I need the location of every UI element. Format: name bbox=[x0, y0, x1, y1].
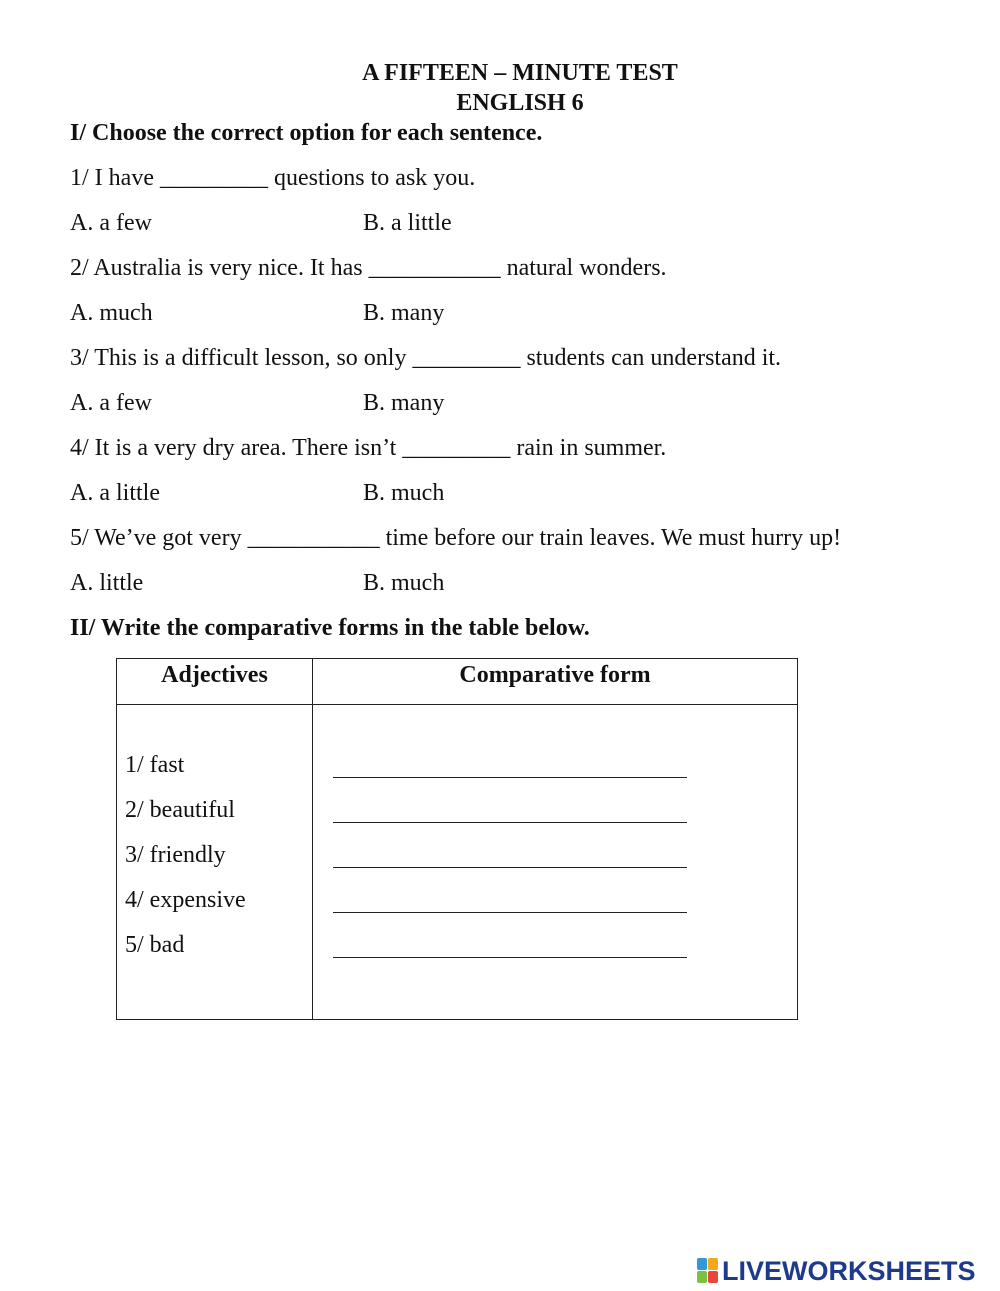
adjective-2: 2/ beautiful bbox=[125, 797, 235, 823]
question-4-option-a[interactable]: A. a little bbox=[70, 480, 160, 506]
comparative-table bbox=[116, 658, 798, 1020]
liveworksheets-logo bbox=[697, 1256, 976, 1286]
table-header-comparative: Comparative form bbox=[459, 662, 651, 688]
section2-heading: II/ Write the comparative forms in the table below. bbox=[70, 615, 590, 641]
answer-blank-5[interactable] bbox=[333, 956, 687, 958]
question-1: 1/ I have _________ questions to ask you. bbox=[70, 165, 476, 191]
section1-heading: I/ Choose the correct option for each sentence. bbox=[70, 120, 543, 146]
test-title: A FIFTEEN – MINUTE TEST bbox=[362, 60, 678, 86]
question-5: 5/ We’ve got very ___________ time before our train leaves. We must hurry up! bbox=[70, 525, 842, 551]
test-subtitle: ENGLISH 6 bbox=[456, 90, 584, 116]
answer-blank-1[interactable] bbox=[333, 776, 687, 778]
logo-text: LIVEWORKSHEETS bbox=[722, 1255, 976, 1286]
question-5-option-b[interactable]: B. much bbox=[363, 570, 445, 596]
question-4: 4/ It is a very dry area. There isn’t _________ rain in summer. bbox=[70, 435, 667, 461]
answer-blank-2[interactable] bbox=[333, 821, 687, 823]
table-header-divider bbox=[117, 704, 797, 705]
table-header-adjectives: Adjectives bbox=[161, 662, 268, 688]
adjective-3: 3/ friendly bbox=[125, 842, 226, 868]
question-2-option-b[interactable]: B. many bbox=[363, 300, 445, 326]
adjective-5: 5/ bad bbox=[125, 932, 185, 958]
table-column-divider bbox=[312, 659, 313, 1019]
question-1-option-a[interactable]: A. a few bbox=[70, 210, 152, 236]
adjective-4: 4/ expensive bbox=[125, 887, 246, 913]
question-3-option-b[interactable]: B. many bbox=[363, 390, 445, 416]
answer-blank-4[interactable] bbox=[333, 911, 687, 913]
question-5-option-a[interactable]: A. little bbox=[70, 570, 144, 596]
question-3: 3/ This is a difficult lesson, so only _________ students can understand it. bbox=[70, 345, 782, 371]
logo-blocks-icon bbox=[697, 1258, 719, 1284]
question-2: 2/ Australia is very nice. It has ___________ natural wonders. bbox=[70, 255, 667, 281]
answer-blank-3[interactable] bbox=[333, 866, 687, 868]
question-4-option-b[interactable]: B. much bbox=[363, 480, 445, 506]
question-3-option-a[interactable]: A. a few bbox=[70, 390, 152, 416]
adjective-1: 1/ fast bbox=[125, 752, 185, 778]
question-1-option-b[interactable]: B. a little bbox=[363, 210, 452, 236]
question-2-option-a[interactable]: A. much bbox=[70, 300, 153, 326]
